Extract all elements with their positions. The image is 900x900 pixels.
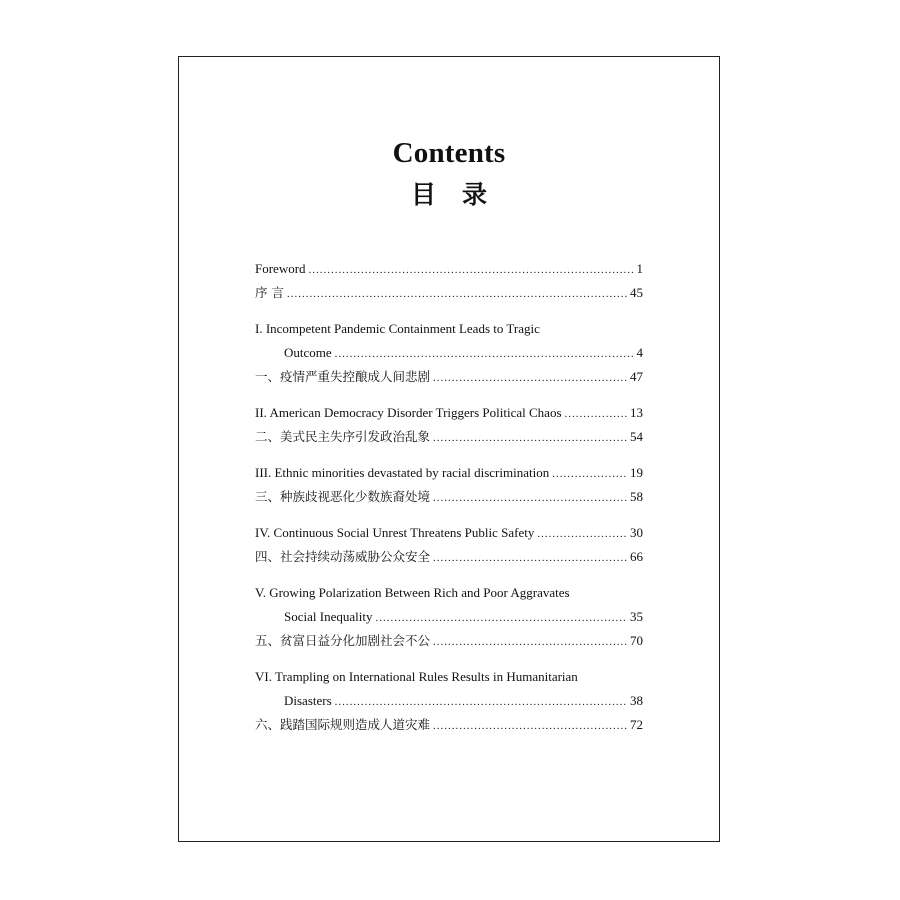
toc-page-number: 66 [630, 549, 643, 564]
toc-entry-chapter-1-line1[interactable] [255, 317, 643, 341]
dot-leader [335, 690, 627, 714]
toc-entry-title: 六、践踏国际规则造成人道灾难 [255, 717, 431, 732]
toc-entry-chapter-5[interactable] [255, 605, 643, 629]
dot-leader [433, 546, 627, 570]
dot-leader [335, 342, 634, 366]
toc-entry-chapter-4[interactable] [255, 521, 643, 545]
toc-entry-title: IV. Continuous Social Unrest Threatens Public Safety [255, 525, 535, 540]
document-page [178, 56, 720, 842]
dot-leader [433, 366, 627, 390]
toc-entry-chapter-1[interactable] [255, 341, 643, 365]
toc-entry-title: 二、美式民主失序引发政治乱象 [255, 429, 431, 444]
toc-page-number: 58 [630, 489, 643, 504]
page-title-chinese: 目录 [410, 180, 513, 209]
toc-entry-chapter-2[interactable] [255, 401, 643, 425]
toc-page-number: 54 [630, 429, 643, 444]
toc-page-number: 19 [630, 465, 643, 480]
toc-entry-title: II. American Democracy Disorder Triggers Political Chaos [255, 405, 562, 420]
toc-entry-chapter-3[interactable] [255, 461, 643, 485]
toc-page-number: 13 [630, 405, 643, 420]
toc-page-number: 4 [636, 345, 643, 360]
toc-entry-foreword[interactable] [255, 257, 643, 281]
toc-entry-title: VI. Trampling on International Rules Results in Humanitarian [255, 669, 578, 684]
toc-entry-preface[interactable] [255, 281, 643, 305]
dot-leader [433, 630, 627, 654]
dot-leader [433, 486, 627, 510]
dot-leader [565, 402, 627, 426]
toc-entry-title: 五、贫富日益分化加剧社会不公 [255, 633, 431, 648]
dot-leader [433, 426, 627, 450]
toc-page-number: 30 [630, 525, 643, 540]
toc-entry-chapter-6[interactable] [255, 689, 643, 713]
toc-page-number: 38 [630, 693, 643, 708]
toc-entry-title-continued: Outcome [284, 345, 332, 360]
toc-entry-chapter-6-chinese[interactable] [255, 713, 643, 737]
toc-entry-chapter-5-line1[interactable] [255, 581, 643, 605]
toc-entry-chapter-1-chinese[interactable] [255, 365, 643, 389]
dot-leader [537, 522, 627, 546]
toc-entry-title: Foreword [255, 261, 306, 276]
toc-entry-title: 序 言 [255, 285, 284, 300]
toc-page-number: 47 [630, 369, 643, 384]
toc-entry-title: V. Growing Polarization Between Rich and Poor Aggravates [255, 585, 570, 600]
toc-entry-title-continued: Social Inequality [284, 609, 373, 624]
page-title: Contents [392, 137, 506, 169]
table-of-contents [255, 257, 643, 737]
toc-entry-chapter-4-chinese[interactable] [255, 545, 643, 569]
toc-page-number: 70 [630, 633, 643, 648]
dot-leader [309, 258, 634, 282]
toc-page-number: 72 [630, 717, 643, 732]
toc-entry-title: III. Ethnic minorities devastated by racial discrimination [255, 465, 550, 480]
toc-page-number: 45 [630, 285, 643, 300]
toc-entry-title: 三、种族歧视恶化少数族裔处境 [255, 489, 431, 504]
dot-leader [552, 462, 627, 486]
toc-entry-title: 一、疫情严重失控酿成人间悲剧 [255, 369, 431, 384]
dot-leader [433, 714, 627, 738]
toc-entry-title-continued: Disasters [284, 693, 332, 708]
toc-entry-chapter-5-chinese[interactable] [255, 629, 643, 653]
toc-page-number: 1 [636, 261, 643, 276]
toc-page-number: 35 [630, 609, 643, 624]
toc-entry-title: 四、社会持续动荡威胁公众安全 [255, 549, 431, 564]
toc-entry-title: I. Incompetent Pandemic Containment Leads to Tragic [255, 321, 540, 336]
toc-entry-chapter-2-chinese[interactable] [255, 425, 643, 449]
dot-leader [287, 282, 627, 306]
toc-entry-chapter-3-chinese[interactable] [255, 485, 643, 509]
dot-leader [375, 606, 627, 630]
toc-entry-chapter-6-line1[interactable] [255, 665, 643, 689]
